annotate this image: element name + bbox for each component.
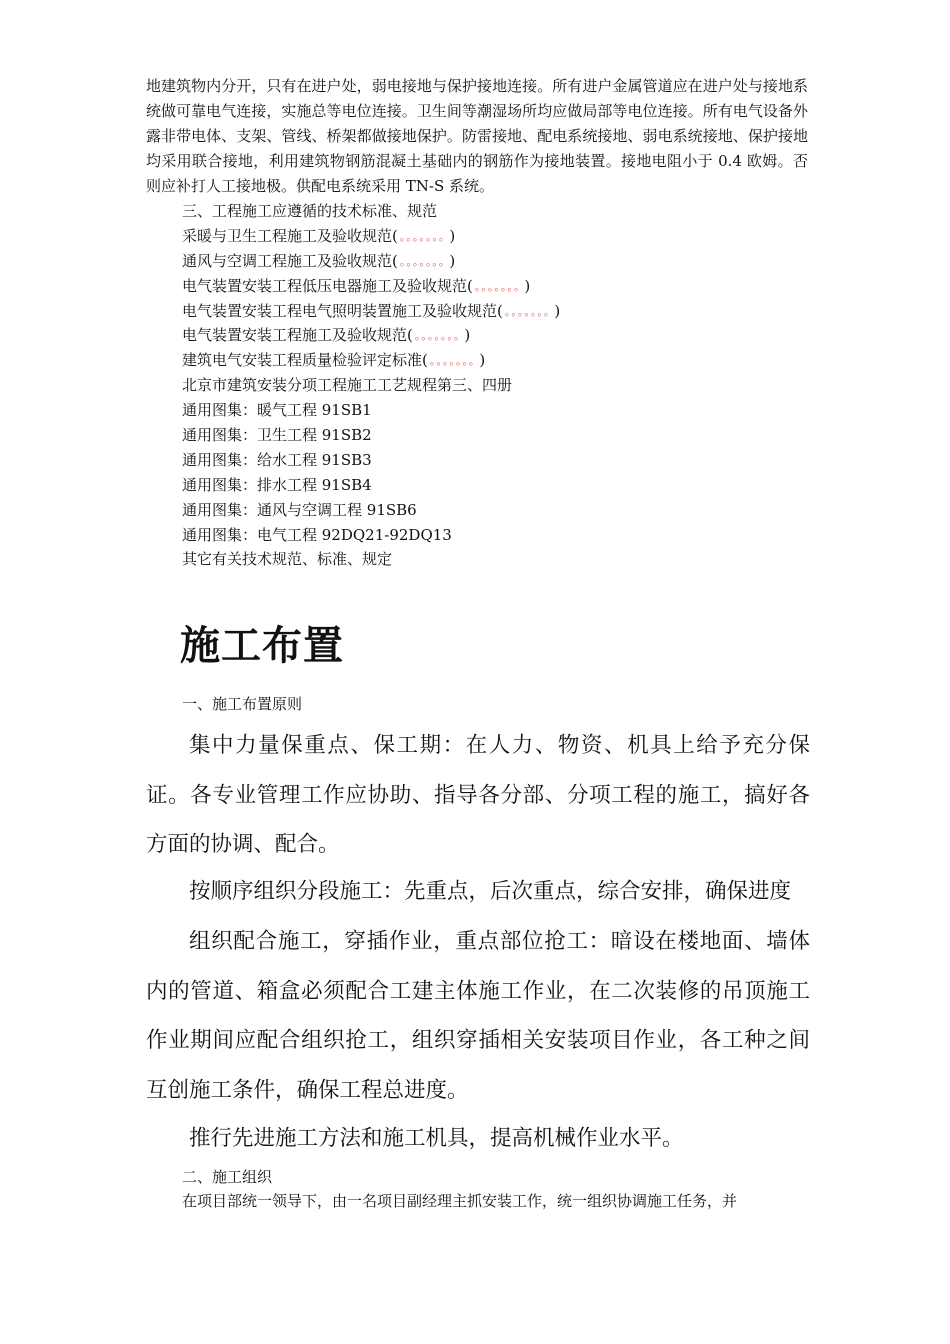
standard-name: 电气装置安装工程电气照明装置施工及验收规范( xyxy=(182,301,503,320)
standard-item xyxy=(182,299,802,324)
standard-item xyxy=(182,224,802,249)
standard-code-placeholder: 。。。。。。。 xyxy=(474,279,521,293)
standards-list xyxy=(182,199,802,572)
standard-item: 通用图集：电气工程 92DQ21-92DQ13 xyxy=(182,525,452,544)
standard-name: 电气装置安装工程低压电器施工及验收规范( xyxy=(182,276,473,295)
principle-paragraph: 按顺序组织分段施工：先重点，后次重点，综合安排，确保进度 xyxy=(189,879,792,904)
standard-close: ) xyxy=(449,226,456,245)
standard-close: ) xyxy=(524,276,531,295)
standard-item: 通用图集：通风与空调工程 91SB6 xyxy=(182,500,417,519)
standard-code-placeholder: 。。。。。。。 xyxy=(399,229,446,243)
standard-code-placeholder: 。。。。。。。 xyxy=(504,304,551,318)
grounding-paragraph: 地建筑物内分开，只有在进户处，弱电接地与保护接地连接。所有进户金属管道应在进户处与接地系统做可靠电气连接，实施总等电位连接。卫生间等潮湿场所均应做局部等电位连接。所有电气设备外露非带电体、支架、管线、桥架都做接地保护。防雷接地、配电系统接地、弱电系统接地、保护接地均采用联合接地，利用建筑物钢筋混凝土基础内的钢筋作为接地装置。接地电阻小于 0.4 欧姆。否则应补打人工接地极。供配电系统采用 TN-S 系统。 xyxy=(146,77,808,195)
standard-item xyxy=(182,274,802,299)
standard-item xyxy=(182,323,802,348)
principle-paragraph: 组织配合施工，穿插作业，重点部位抢工：暗设在楼地面、墙体内的管道、箱盒必须配合工建主体施工作业，在二次装修的吊顶施工作业期间应配合组织抢工，组织穿插相关安装项目作业，各工种之间互创施工条件，确保工程总进度。 xyxy=(146,929,810,1103)
layout-principles-title: 一、施工布置原则 xyxy=(182,695,303,713)
principle-paragraph: 集中力量保重点、保工期：在人力、物资、机具上给予充分保证。各专业管理工作应协助、指导各分部、分项工程的施工，搞好各方面的协调、配合。 xyxy=(146,733,810,857)
standard-item xyxy=(182,249,802,274)
standard-name: 电气装置安装工程施工及验收规范( xyxy=(182,326,413,345)
standard-item: 通用图集：给水工程 91SB3 xyxy=(182,450,372,469)
principle-paragraph: 推行先进施工方法和施工机具，提高机械作业水平。 xyxy=(189,1126,684,1151)
standard-item: 通用图集：暖气工程 91SB1 xyxy=(182,401,372,420)
standard-close: ) xyxy=(479,351,486,370)
standard-close: ) xyxy=(554,301,561,320)
standard-item: 通用图集：排水工程 91SB4 xyxy=(182,475,372,494)
standards-section-title: 三、工程施工应遵循的技术标准、规范 xyxy=(182,202,438,220)
organization-paragraph: 在项目部统一领导下，由一名项目副经理主抓安装工作，统一组织协调施工任务，并 xyxy=(182,1192,738,1210)
standard-item: 北京市建筑安装分项工程施工工艺规程第三、四册 xyxy=(182,376,513,395)
standard-code-placeholder: 。。。。。。。 xyxy=(399,254,446,268)
page-heading: 施工布置 xyxy=(180,622,344,669)
organization-title: 二、施工组织 xyxy=(182,1168,273,1186)
standard-item: 通用图集：卫生工程 91SB2 xyxy=(182,426,372,445)
standard-close: ) xyxy=(449,251,456,270)
standard-name: 建筑电气安装工程质量检验评定标准( xyxy=(182,351,428,370)
standard-code-placeholder: 。。。。。。。 xyxy=(414,329,461,343)
standard-code-placeholder: 。。。。。。。 xyxy=(429,354,476,368)
standard-name: 通风与空调工程施工及验收规范( xyxy=(182,251,398,270)
standard-item xyxy=(182,348,802,373)
standard-name: 采暖与卫生工程施工及验收规范( xyxy=(182,226,398,245)
standard-close: ) xyxy=(464,326,471,345)
standard-item: 其它有关技术规范、标准、规定 xyxy=(182,550,393,569)
